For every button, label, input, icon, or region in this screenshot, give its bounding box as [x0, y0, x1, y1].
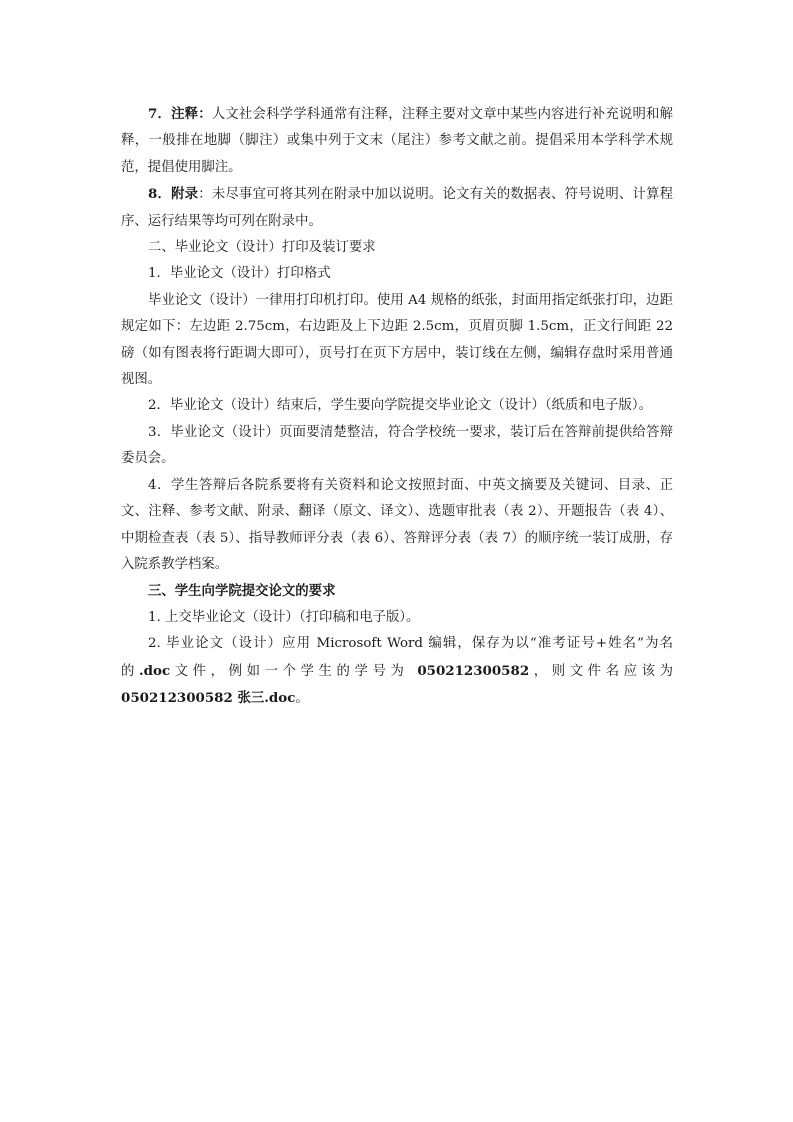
appendix-paragraph: 8．附录：未尽事宜可将其列在附录中加以说明。论文有关的数据表、符号说明、计算程序、运行结果等均可列在附录中。 — [121, 186, 674, 229]
section3-item2-end: 。 — [295, 690, 309, 706]
section2-item3: 3．毕业论文（设计）页面要清楚整洁，符合学校统一要求，装订后在答辩前提供给答辩委员会。 — [121, 424, 673, 467]
appendix-label: 附录 — [171, 186, 199, 203]
section3-item2-part1: 2. 毕业论文（设计）应用 Microsoft Word 编辑，保存为以“准考证号+姓名”为名的 — [121, 636, 673, 679]
section2-item1-title: 1．毕业论文（设计）打印格式 — [148, 266, 331, 282]
document-page — [121, 101, 673, 712]
section3-item2-part3: ，则文件名应该为 — [529, 663, 673, 679]
notes-label: 注释 — [171, 106, 199, 122]
notes-number: 7 — [148, 106, 158, 122]
example-filename: 050212300582 张三.doc — [121, 689, 296, 706]
section3-item1: 1. 上交毕业论文（设计）（打印稿和电子版）。 — [148, 609, 420, 625]
section2-item2: 2．毕业论文（设计）结束后，学生要向学院提交毕业论文（设计）（纸质和电子版）。 — [148, 398, 652, 414]
section3-item2-part2: 文件，例如一个学生的学号为 — [170, 663, 418, 679]
student-id: 050212300582 — [417, 662, 530, 679]
section3-heading: 三、学生向学院提交论文的要求 — [148, 583, 336, 600]
notes-paragraph: 7．注释：人文社会科学学科通常有注释，注释主要对文章中某些内容进行补充说明和解释，一般排在地脚（脚注）或集中列于文末（尾注）参考文献之前。提倡采用本学科学术规范，提倡使用脚注。 — [121, 106, 674, 175]
appendix-number: 8 — [148, 186, 158, 203]
section2-item1-text: 毕业论文（设计）一律用打印机打印。使用 A4 规格的纸张，封面用指定纸张打印，边距规定如下：左边距 2.75cm，右边距及上下边距 2.5cm，页眉页脚 1.5cm，正文行间距 22 磅（如有图表将行距调大即可），页号打在页下方居中，装订线在左侧，编辑存盘时采用普通视图。 — [121, 292, 673, 388]
notes-text: 人文社会科学学科通常有注释，注释主要对文章中某些内容进行补充说明和解释，一般排在地脚（脚注）或集中列于文末（尾注）参考文献之前。提倡采用本学科学术规范，提倡使用脚注。 — [121, 107, 674, 175]
section2-item4: 4．学生答辩后各院系要将有关资料和论文按照封面、中英文摘要及关键词、目录、正文、注释、参考文献、附录、翻译（原文、译文）、选题审批表（表 2）、开题报告（表 4）、中期检查表（表 5）、指导教师评分表（表 6）、答辩评分表（表 7）的顺序统一装订成册，存入院系教学档案。 — [121, 477, 673, 572]
section2-heading: 二、毕业论文（设计）打印及装订要求 — [148, 240, 376, 256]
appendix-text: 未尽事宜可将其列在附录中加以说明。论文有关的数据表、符号说明、计算程序、运行结果等均可列在附录中。 — [121, 187, 674, 229]
section3-item2 — [121, 631, 673, 712]
doc-extension: .doc — [138, 662, 171, 679]
